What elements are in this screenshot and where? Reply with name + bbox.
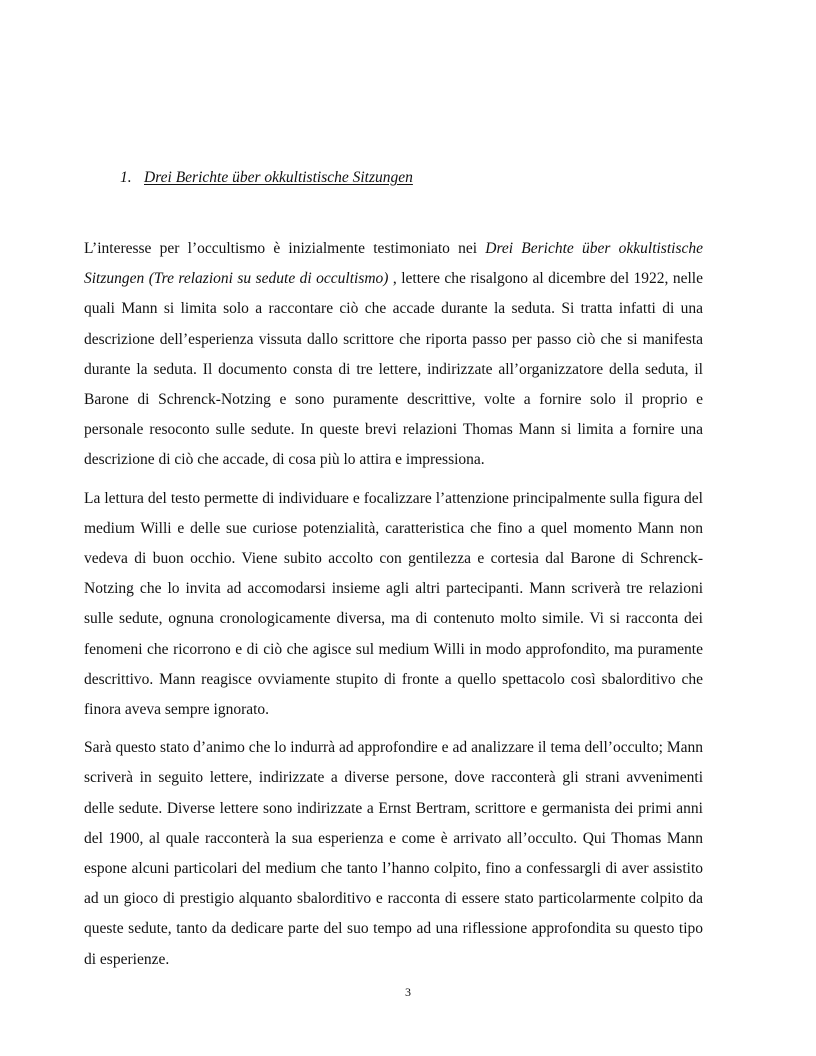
paragraph-1 [84, 234, 703, 476]
section-heading [120, 168, 413, 188]
body-text [84, 234, 703, 975]
page-number: 3 [405, 985, 411, 999]
paragraph-1-intro: L’interesse per l’occultismo è inizialmente testimoniato nei [84, 240, 486, 257]
section-title: Drei Berichte über okkultistische Sitzungen [144, 169, 413, 186]
paragraph-2: La lettura del testo permette di individuare e focalizzare l’attenzione principalmente sulla figura del medium Willi e delle sue curiose potenzialità, caratteristica che fino a quel momento Mann non vedeva di buon occhio. Viene subito accolto con gentilezza e cortesia dal Barone di Schrenck-Notzing che lo invita ad accomodarsi insieme agli altri partecipanti. Mann scriverà tre relazioni sulle sedute, ognuna cronologicamente diversa, ma di contenuto molto simile. Vi si racconta dei fenomeni che ricorrono e di ciò che agisce sul medium Willi in modo approfondito, ma puramente descrittivo. Mann reagisce ovviamente stupito di fronte a quello spettacolo così sbalorditivo che finora aveva sempre ignorato. [84, 489, 703, 719]
paragraph-3: Sarà questo stato d’animo che lo indurrà ad approfondire e ad analizzare il tema dell’occulto; Mann scriverà in seguito lettere, indirizzate a diverse persone, dove racconterà gli strani avvenimenti delle sedute. Diverse lettere sono indirizzate a Ernst Bertram, scrittore e germanista dei primi anni del 1900, al quale racconterà la sua esperienza e come è arrivato all’occulto. Qui Thomas Mann espone alcuni particolari del medium che tanto l’hanno colpito, fino a confessargli di aver assistito ad un gioco di prestigio alquanto sbalorditivo e racconta di essere stato particolarmente colpito da queste sedute, tanto da dedicare parte del suo tempo ad una riflessione approfondita su questo tipo di esperienze. [84, 739, 703, 968]
paragraph-1-rest: , lettere che risalgono al dicembre del 1922, nelle quali Mann si limita solo a raccontare ciò che accade durante la seduta. Si tratta infatti di una descrizione dell’esperienza vissuta dallo scrittore che riporta passo per passo ciò che si manifesta durante la seduta. Il documento consta di tre lettere, indirizzate all’organizzatore della seduta, il Barone di Schrenck-Notzing e sono puramente descrittive, volte a fornire solo il proprio e personale resoconto sulle sedute. In queste brevi relazioni Thomas Mann si limita a fornire una descrizione di ciò che accade, di cosa più lo attira e impressiona. [84, 270, 703, 469]
paragraph-1-italic-title: Drei Berichte über okkultistische Sitzungen (Tre relazioni su sedute di occultismo) [84, 240, 703, 288]
section-number: 1. [120, 169, 132, 186]
